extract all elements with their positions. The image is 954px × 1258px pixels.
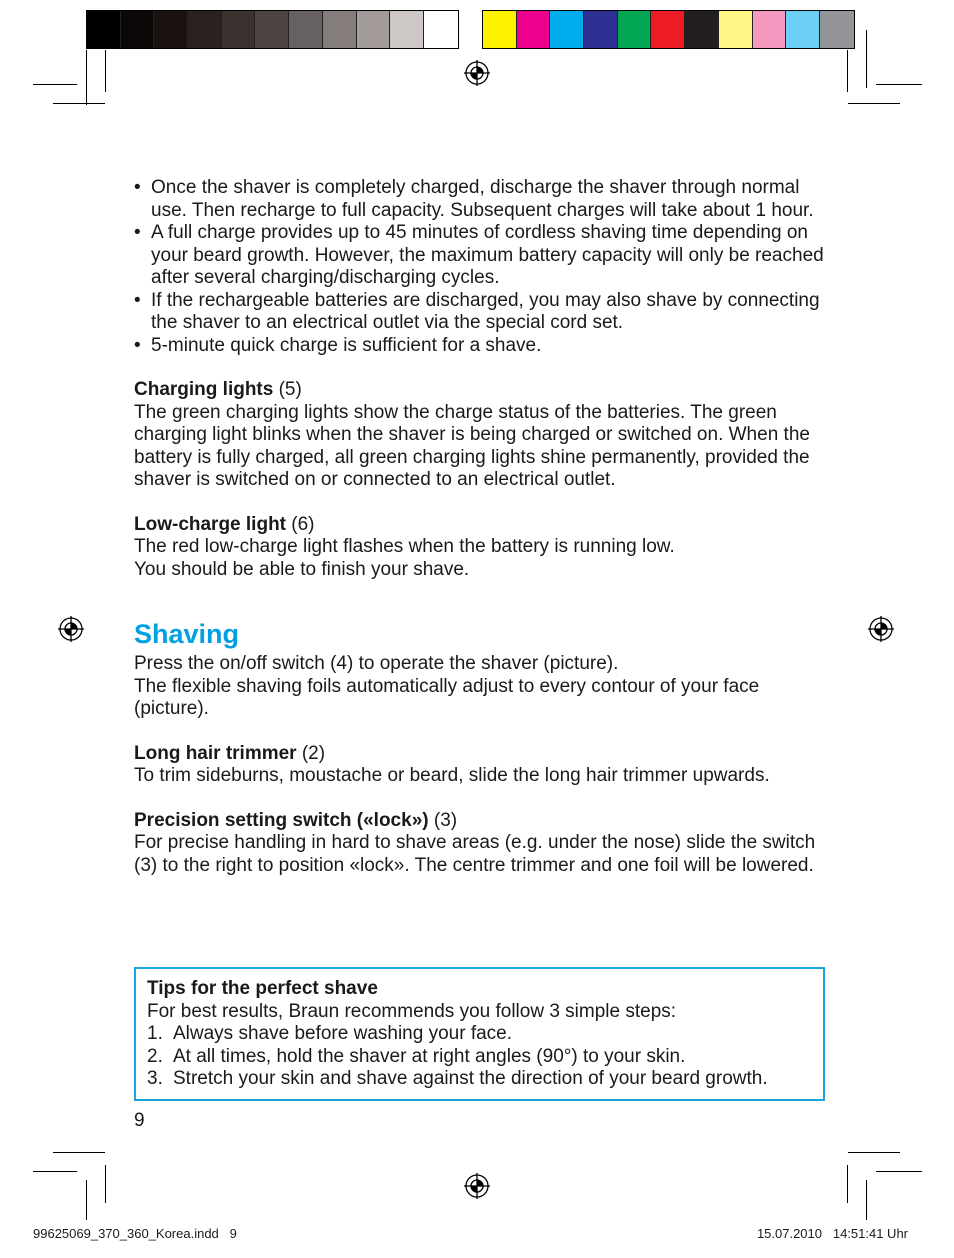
charging-lights-section: [134, 379, 824, 492]
registration-mark-icon: [464, 1173, 490, 1199]
tips-steps: [147, 1023, 813, 1091]
step-text: At all times, hold the shaver at right angles (90°) to your skin.: [173, 1045, 686, 1067]
section-body: The red low-charge light flashes when the battery is running low.: [134, 536, 675, 557]
page-content: [134, 177, 824, 877]
crop-mark: [848, 1152, 900, 1153]
color-swatch: [255, 11, 289, 48]
shaving-text: Press the on/off switch (4) to operate the shaver (picture).: [134, 653, 619, 674]
crop-mark: [53, 1152, 105, 1153]
part-reference: (3): [428, 809, 458, 831]
crop-mark: [847, 1165, 848, 1203]
section-body: You should be able to finish your shave.: [134, 558, 470, 580]
footer-file-slug: 99625069_370_360_Korea.indd 9: [33, 1226, 237, 1241]
process-color-bar: [482, 10, 855, 49]
section-title: Precision setting switch («lock»): [134, 809, 429, 831]
color-swatch: [651, 11, 685, 48]
color-swatch: [188, 11, 222, 48]
color-swatch: [323, 11, 357, 48]
crop-mark: [86, 50, 87, 105]
tips-intro: For best results, Braun recommends you follow 3 simple steps:: [147, 1000, 677, 1022]
color-swatch: [289, 11, 323, 48]
crop-mark: [86, 1180, 87, 1220]
step-text: Always shave before washing your face.: [173, 1023, 513, 1044]
registration-mark-icon: [464, 60, 490, 86]
precision-switch-section: [134, 810, 824, 878]
tips-title: Tips for the perfect shave: [147, 978, 378, 999]
page-number: 9: [134, 1110, 145, 1131]
low-charge-section: [134, 514, 824, 582]
tips-box: [134, 967, 825, 1101]
step-number: 1.: [147, 1023, 163, 1044]
part-reference: (6): [286, 513, 315, 535]
color-swatch: [820, 11, 854, 48]
long-hair-trimmer-section: [134, 743, 824, 788]
color-swatch: [517, 11, 551, 48]
section-title: Charging lights: [134, 379, 274, 400]
crop-mark: [866, 1180, 867, 1220]
crop-mark: [848, 103, 900, 104]
section-title: Low-charge light: [134, 513, 286, 535]
list-item: [147, 1046, 813, 1069]
list-item: • A full charge provides up to 45 minutes of cordless shaving time depending on your beard growth. However, the maximum battery capacity will only be reached after several charging/discharging cycles.: [134, 222, 824, 290]
list-item: • Once the shaver is completely charged, discharge the shaver through normal use. Then recharge to full capacity. Subsequent charges will take about 1 hour.: [134, 177, 824, 222]
color-swatch: [87, 11, 121, 48]
crop-mark: [33, 1171, 77, 1172]
color-swatch: [753, 11, 787, 48]
section-title: Long hair trimmer: [134, 742, 297, 764]
list-item: • If the rechargeable batteries are discharged, you may also shave by connecting the shaver to an electrical outlet via the special cord set.: [134, 290, 824, 335]
part-reference: (5): [273, 379, 302, 400]
registration-mark-icon: [58, 616, 84, 642]
footer-timestamp: 15.07.2010 14:51:41 Uhr: [756, 1226, 908, 1241]
greyscale-bar: [86, 10, 459, 49]
color-swatch: [483, 11, 517, 48]
section-body: The green charging lights show the charge status of the batteries. The green charging light blinks when the shaver is being charged or switched on. When the battery is fully charged, all green charging lights shine permanently, provided the shaver is switched on or connected to an electrical outlet.: [134, 401, 810, 490]
step-text: Stretch your skin and shave against the direction of your beard growth.: [173, 1068, 768, 1089]
list-item: • 5-minute quick charge is sufficient for a shave.: [134, 335, 824, 358]
crop-mark: [876, 1171, 922, 1172]
color-swatch: [357, 11, 391, 48]
step-number: 3.: [147, 1068, 163, 1089]
color-swatch: [121, 11, 155, 48]
registration-mark-icon: [868, 616, 894, 642]
color-swatch: [685, 11, 719, 48]
part-reference: (2): [296, 742, 326, 764]
crop-mark: [847, 50, 848, 92]
color-swatch: [719, 11, 753, 48]
section-body: To trim sideburns, moustache or beard, slide the long hair trimmer upwards.: [134, 765, 770, 786]
list-item: [147, 1023, 813, 1046]
crop-mark: [866, 30, 867, 88]
shaving-heading: Shaving: [134, 619, 240, 649]
color-swatch: [222, 11, 256, 48]
color-swatch: [424, 11, 458, 48]
color-swatch: [550, 11, 584, 48]
color-swatch: [390, 11, 424, 48]
color-swatch: [786, 11, 820, 48]
crop-mark: [33, 84, 77, 85]
step-number: 2.: [147, 1045, 163, 1067]
crop-mark: [53, 103, 105, 104]
crop-mark: [105, 1165, 106, 1203]
color-swatch: [618, 11, 652, 48]
charging-bullet-list: [134, 177, 824, 357]
color-swatch: [584, 11, 618, 48]
list-item: [147, 1068, 813, 1091]
shaving-text: The flexible shaving foils automatically adjust to every contour of your face (picture).: [134, 675, 760, 719]
color-swatch: [154, 11, 188, 48]
section-body: For precise handling in hard to shave areas (e.g. under the nose) slide the switch (3) to the right to position «lock». The centre trimmer and one foil will be lowered.: [134, 832, 816, 876]
crop-mark: [105, 50, 106, 92]
crop-mark: [876, 84, 922, 85]
